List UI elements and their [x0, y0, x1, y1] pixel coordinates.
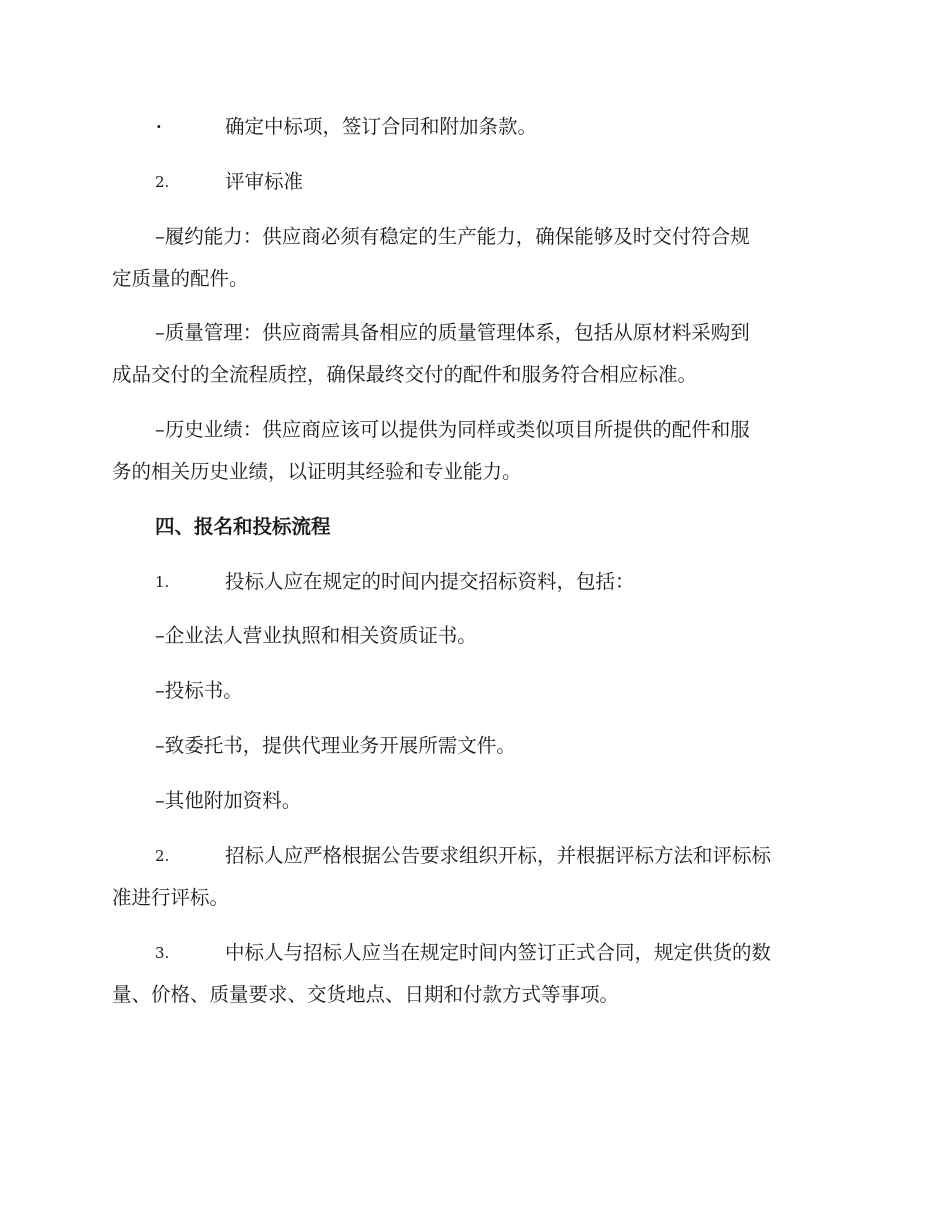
criteria-item-3-line-2: 务的相关历史业绩，以证明其经验和专业能力。	[112, 460, 522, 483]
step-3-number: 3.	[155, 944, 170, 962]
bullet-text: 确定中标项，签订合同和附加条款。	[225, 115, 538, 138]
bullet-marker: ·	[156, 117, 162, 136]
criteria-number: 2.	[155, 173, 170, 191]
step-3-line-1: 中标人与招标人应当在规定时间内签订正式合同，规定供货的数	[225, 941, 772, 964]
criteria-item-2-line-2: 成品交付的全流程质控，确保最终交付的配件和服务符合相应标准。	[112, 363, 698, 386]
step-2-number: 2.	[155, 847, 170, 865]
step-3-line-2: 量、价格、质量要求、交货地点、日期和付款方式等事项。	[112, 983, 620, 1006]
material-item-3: –致委托书，提供代理业务开展所需文件。	[155, 734, 516, 757]
material-item-4: –其他附加资料。	[155, 789, 302, 812]
step-1-text: 投标人应在规定的时间内提交招标资料，包括：	[225, 570, 635, 593]
criteria-item-2-line-1: –质量管理：供应商需具备相应的质量管理体系，包括从原材料采购到	[155, 321, 750, 344]
section-heading: 四、报名和投标流程	[155, 515, 331, 538]
criteria-title: 评审标准	[225, 170, 304, 193]
criteria-item-3-line-1: –历史业绩：供应商应该可以提供为同样或类似项目所提供的配件和服	[155, 418, 750, 441]
material-item-1: –企业法人营业执照和相关资质证书。	[155, 624, 477, 647]
step-2-line-2: 准进行评标。	[112, 886, 230, 909]
material-item-2: –投标书。	[155, 679, 243, 702]
step-1-number: 1.	[155, 573, 170, 591]
criteria-item-1-line-1: –履约能力：供应商必须有稳定的生产能力，确保能够及时交付符合规	[155, 225, 750, 248]
step-2-line-1: 招标人应严格根据公告要求组织开标，并根据评标方法和评标标	[225, 844, 772, 867]
criteria-item-1-line-2: 定质量的配件。	[112, 267, 249, 290]
